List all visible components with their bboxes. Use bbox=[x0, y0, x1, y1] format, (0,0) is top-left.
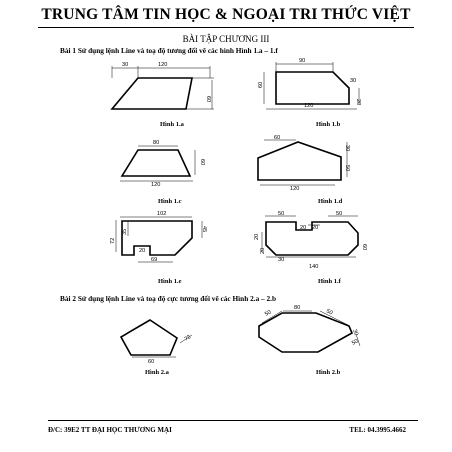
dim-value: 69 bbox=[151, 257, 158, 263]
dim-value: 50 bbox=[264, 309, 273, 318]
dim-value: 50 bbox=[278, 211, 285, 217]
figure-1a-shape bbox=[112, 78, 192, 109]
chapter-title: BÀI TẬP CHƯƠNG III bbox=[182, 34, 270, 44]
figure-1c-label: Hình 1.c bbox=[158, 198, 182, 205]
figure-1d-shape bbox=[258, 142, 341, 180]
exercise-2-text: Bài 2 Sử dụng lệnh Line và toạ độ cực tương đối vẽ các Hình 2.a – 2.b bbox=[60, 294, 277, 303]
dim-value: 20 bbox=[260, 247, 266, 254]
dim-value: 102 bbox=[157, 211, 167, 217]
dim-value: 140 bbox=[309, 264, 319, 270]
dim-value: 120 bbox=[151, 182, 161, 188]
dim-value: 120 bbox=[290, 186, 300, 192]
figure-1c-shape bbox=[122, 150, 190, 176]
dim-value: 20 bbox=[139, 248, 146, 254]
footer-address: Đ/C: 39E2 TT ĐẠI HỌC THƯƠNG MẠI bbox=[48, 426, 172, 434]
dim-value: 20 bbox=[355, 99, 361, 106]
dim-value: 50 bbox=[325, 308, 334, 317]
dim-value: 50 bbox=[336, 211, 343, 217]
footer-divider bbox=[48, 420, 418, 421]
dim-value: 120 bbox=[158, 62, 168, 68]
dim-value: 120 bbox=[304, 103, 314, 109]
dim-value: 30 bbox=[350, 78, 357, 84]
dim-value: 72 bbox=[110, 237, 116, 244]
dim-value: 35 bbox=[122, 228, 128, 235]
dim-value: 30 bbox=[344, 145, 350, 152]
figure-1f-label: Hình 1.f bbox=[318, 278, 341, 285]
figure-2a-shape bbox=[121, 320, 177, 355]
dim-value: 60 bbox=[148, 359, 155, 365]
figure-1b-shape bbox=[276, 72, 349, 104]
header-title: TRUNG TÂM TIN HỌC & NGOẠI TRI THỨC VIỆT bbox=[41, 6, 411, 23]
dim-value: 60 bbox=[258, 81, 264, 88]
figure-1d-label: Hình 1.d bbox=[318, 198, 343, 205]
dim-value: 30 bbox=[278, 257, 285, 263]
figure-2a-label: Hình 2.a bbox=[145, 369, 169, 376]
dim-value: 20 bbox=[300, 225, 307, 231]
dim-value: 90 bbox=[299, 58, 306, 64]
figure-2b-shape bbox=[259, 313, 352, 352]
dim-value: 45 bbox=[201, 226, 207, 233]
figure-1a-label: Hình 1.a bbox=[160, 121, 184, 128]
dim-value: 20 bbox=[254, 233, 260, 240]
dim-value: 80 bbox=[153, 140, 160, 146]
figure-1e-shape bbox=[122, 221, 192, 255]
footer-phone: TEL: 04.3995.4662 bbox=[349, 426, 406, 434]
dim-value: 50 bbox=[351, 338, 360, 347]
dim-value: 80 bbox=[294, 305, 301, 311]
dim-value: 30 bbox=[351, 328, 359, 337]
dim-value: 60 bbox=[361, 244, 367, 251]
dim-value: 60 bbox=[199, 159, 205, 166]
dim-value: 72 bbox=[183, 334, 193, 343]
dim-value: 50 bbox=[344, 165, 350, 172]
dim-value: 60 bbox=[205, 96, 211, 103]
exercise-1-text: Bài 1 Sử dụng lệnh Line và toạ độ tương đối vẽ các hình Hình 1.a – 1.f bbox=[60, 46, 278, 55]
dim-value: 30 bbox=[122, 62, 129, 68]
dim-value: 20 bbox=[312, 225, 319, 231]
figure-2b-label: Hình 2.b bbox=[316, 369, 341, 376]
dim-value: 60 bbox=[274, 135, 281, 141]
figure-1b-label: Hình 1.b bbox=[316, 121, 341, 128]
figure-1e-label: Hình 1.e bbox=[158, 278, 182, 285]
